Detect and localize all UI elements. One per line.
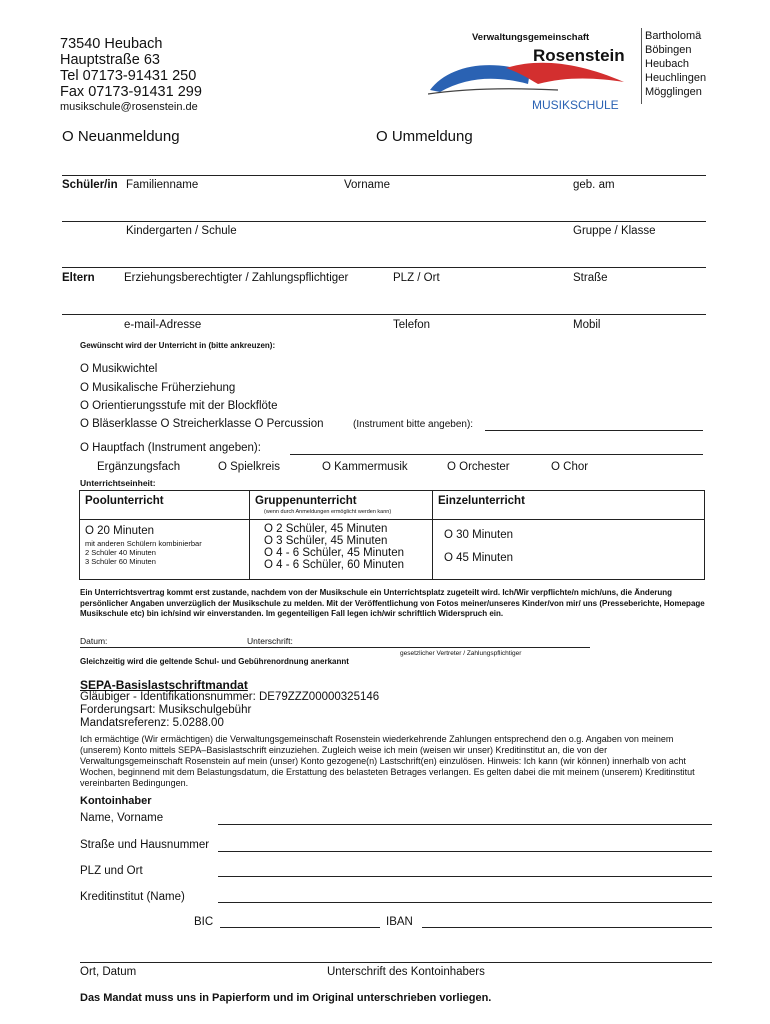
address-line-phone: Tel 07173-91431 250 — [60, 68, 197, 84]
option-spielkreis[interactable]: O Spielkreis — [218, 461, 280, 473]
label-first-name: Vorname — [344, 179, 391, 191]
label-bic: BIC — [194, 916, 214, 928]
label-street: Straße — [573, 272, 608, 284]
table-row-divider — [79, 519, 704, 520]
label-zip-city: PLZ / Ort — [393, 272, 440, 284]
town-5: Mögglingen — [645, 86, 702, 98]
group-note: (wenn durch Anmeldungen ermöglicht werden kann) — [264, 509, 392, 515]
student-section-label: Schüler/in — [62, 179, 118, 191]
label-iban: IBAN — [386, 916, 413, 928]
label-signature: Unterschrift: — [247, 636, 293, 646]
label-place-date: Ort, Datum — [80, 966, 137, 978]
divider — [62, 221, 706, 222]
account-holder-heading: Kontoinhaber — [80, 795, 152, 807]
option-single-30[interactable]: O 30 Minuten — [444, 529, 514, 541]
label-group: Gruppe / Klasse — [573, 225, 656, 237]
logo-name: Rosenstein — [533, 46, 625, 65]
table-col-divider — [249, 490, 250, 579]
fees-acknowledgement: Gleichzeitig wird die geltende Schul- und Gebührenordnung anerkannt — [80, 657, 349, 666]
option-frueherziehung[interactable]: O Musikalische Früherziehung — [80, 382, 236, 394]
label-family-name: Familienname — [126, 179, 199, 191]
address-line-city: 73540 Heubach — [60, 36, 163, 52]
head-group: Gruppenunterricht — [255, 495, 357, 507]
head-single: Einzelunterricht — [438, 495, 525, 507]
option-single-45[interactable]: O 45 Minuten — [444, 552, 514, 564]
sepa-claim: Forderungsart: Musikschulgebühr — [80, 704, 252, 716]
logo-top-text: Verwaltungsgemeinschaft — [472, 32, 590, 43]
label-school: Kindergarten / Schule — [126, 225, 237, 237]
main-instrument-fill-line[interactable] — [290, 454, 703, 455]
pool-note-2: 2 Schüler 40 Minuten — [85, 548, 156, 557]
signature-line[interactable] — [80, 647, 590, 648]
option-pool-20[interactable]: O 20 Minuten — [85, 525, 155, 537]
option-kammermusik[interactable]: O Kammermusik — [322, 461, 408, 473]
address-line-fax: Fax 07173-91431 299 — [60, 84, 202, 100]
option-chor[interactable]: O Chor — [551, 461, 589, 473]
instrument-note: (Instrument bitte angeben): — [353, 419, 474, 430]
sepa-title: SEPA-Basislastschriftmandat — [80, 678, 248, 692]
iban-field[interactable] — [422, 927, 712, 928]
option-group-1[interactable]: O 2 Schüler, 45 Minuten — [264, 523, 388, 535]
holder-street-field[interactable] — [218, 851, 712, 852]
town-1: Bartholomä — [645, 30, 702, 42]
option-orientierungsstufe[interactable]: O Orientierungsstufe mit der Blockflöte — [80, 400, 278, 412]
holder-zip-field[interactable] — [218, 876, 712, 877]
option-musikwichtel[interactable]: O Musikwichtel — [80, 363, 158, 375]
town-3: Heubach — [645, 58, 690, 70]
address-line-street: Hauptstraße 63 — [60, 52, 160, 68]
label-email: e-mail-Adresse — [124, 319, 202, 331]
town-4: Heuchlingen — [645, 72, 707, 84]
divider — [62, 267, 706, 268]
label-phone: Telefon — [393, 319, 431, 331]
label-holder-zip: PLZ und Ort — [80, 865, 143, 877]
logo-divider — [641, 28, 642, 104]
town-2: Böbingen — [645, 44, 692, 56]
option-orchester[interactable]: O Orchester — [447, 461, 510, 473]
bic-field[interactable] — [220, 927, 380, 928]
parents-section-label: Eltern — [62, 272, 95, 284]
option-group-4[interactable]: O 4 - 6 Schüler, 60 Minuten — [264, 559, 404, 571]
label-holder-street: Straße und Hausnummer — [80, 839, 210, 851]
footer-note: Das Mandat muss uns in Papierform und im Original unterschrieben vorliegen. — [80, 992, 492, 1004]
divider — [62, 314, 706, 315]
option-group-2[interactable]: O 3 Schüler, 45 Minuten — [264, 535, 388, 547]
address-email: musikschule@rosenstein.de — [60, 101, 198, 113]
signer-note: gesetzlicher Vertreter / Zahlungspflichtiger — [400, 650, 522, 657]
table-col-divider — [432, 490, 433, 579]
option-new-registration[interactable]: O Neuanmeldung — [62, 128, 180, 145]
logo-sub: MUSIKSCHULE — [532, 98, 619, 112]
sepa-creditor: Gläubiger - Identifikationsnummer: DE79ZZZ00000325146 — [80, 691, 380, 703]
option-change-registration[interactable]: O Ummeldung — [376, 128, 473, 145]
label-holder-name: Name, Vorname — [80, 812, 164, 824]
logo-line — [428, 89, 558, 94]
units-label: Unterrichtseinheit: — [80, 478, 156, 488]
contract-text: Ein Unterrichtsvertrag kommt erst zustande, nachdem von der Musikschule ein Unterrichtsplatz zugeteilt wird. Ich/Wir verpflichte/n mich/uns, die Änderung persönlicher Angaben unverzüglich der Musikschule zu melden. Mit der Veröffentlichung von Fotos meiner/unseres Kinder/von mir/ uns (Presseberichte, Homepage Musikschule etc) bin ich/sind wir einverstanden. Im gegenteiligen Fall legen ich/wir schriftlich Widerspruch ein. — [80, 588, 705, 618]
lessons-intro: Gewünscht wird der Unterricht in (bitte ankreuzen): — [80, 341, 276, 350]
label-mobile: Mobil — [573, 319, 601, 331]
label-birth-date: geb. am — [573, 179, 615, 191]
label-bank: Kreditinstitut (Name) — [80, 891, 185, 903]
holder-name-field[interactable] — [218, 824, 712, 825]
label-guardian: Erziehungsberechtigter / Zahlungspflichtiger — [124, 272, 349, 284]
divider — [62, 175, 706, 176]
pool-note-3: 3 Schüler 60 Minuten — [85, 557, 156, 566]
sepa-text: Ich ermächtige (Wir ermächtigen) die Verwaltungsgemeinschaft Rosenstein wiederkehrende Zahlungen entsprechend den o.g. Angaben von meinem (unserem) Konto mittels SEPA–Basislastschrift einzuziehen. Zugleich weise ich mein (weisen wir unser) Kreditinstitut an, die von der Verwaltungsgemeinschaft Rosenstein auf mein (unser) Konto gezogene(n) Lastschrift(en) einzulösen. Hinweis: Ich kann (wir können) innerhalb von acht Wochen, beginnend mit dem Belastungsdatum, die Erstattung des belasteten Betrages verlangen. Es gelten dabei die mit meinem (unserem) Kreditinstitut vereinbarten Bedingungen. — [80, 734, 695, 788]
option-class-instruments[interactable]: O Bläserklasse O Streicherklasse O Percussion — [80, 418, 324, 430]
option-group-3[interactable]: O 4 - 6 Schüler, 45 Minuten — [264, 547, 404, 559]
instrument-fill-line[interactable] — [485, 430, 703, 431]
bank-field[interactable] — [218, 902, 712, 903]
supplementary-label: Ergänzungsfach — [97, 461, 181, 473]
head-pool: Poolunterricht — [85, 495, 164, 507]
pool-note-1: mit anderen Schülern kombinierbar — [85, 539, 202, 548]
option-main-instrument[interactable]: O Hauptfach (Instrument angeben): — [80, 442, 261, 454]
label-holder-signature: Unterschrift des Kontoinhabers — [327, 966, 485, 978]
label-date: Datum: — [80, 636, 108, 646]
sepa-mandate: Mandatsreferenz: 5.0288.00 — [80, 717, 224, 729]
final-signature-line[interactable] — [80, 962, 712, 963]
